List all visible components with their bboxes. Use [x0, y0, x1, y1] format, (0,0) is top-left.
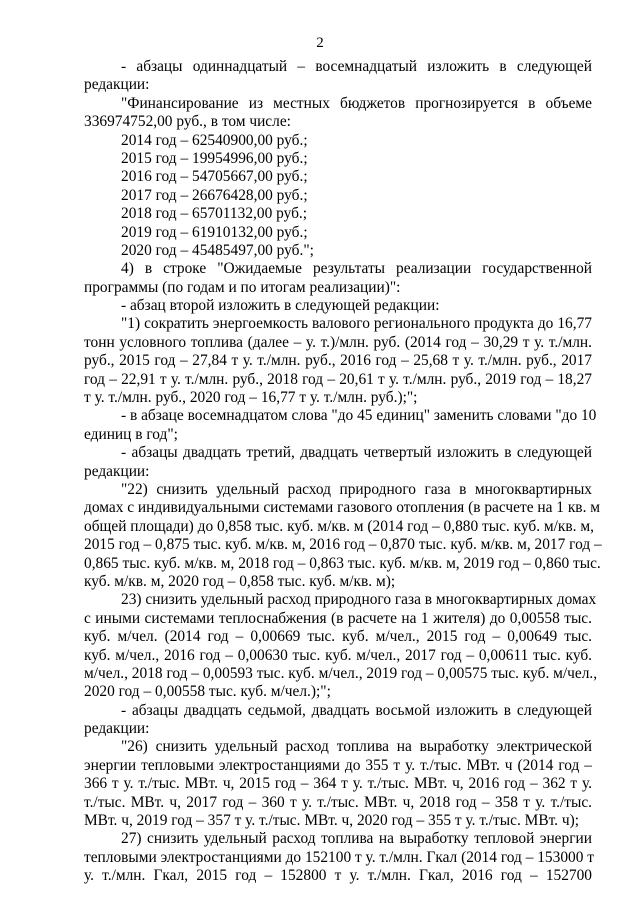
text-line: 23) снизить удельный расход природного газа в многоквартирных домах [121, 591, 597, 609]
text-line: 336974752,00 руб., в том числе: [84, 113, 291, 131]
text-line: тепловыми электростанциями до 152100 т у. т./млн. Гкал (2014 год – 153000 т [84, 848, 594, 866]
text-line: 2018 год – 65701132,00 руб.; [121, 205, 308, 223]
text-line: 4) в строке "Ожидаемые результаты реализации государственной [121, 260, 592, 278]
text-line: 2020 год – 45485497,00 руб."; [121, 241, 314, 259]
text-line: 2020 год – 0,00558 тыс. куб. м/чел.);"; [84, 683, 331, 701]
text-line: 2014 год – 62540900,00 руб.; [121, 131, 308, 149]
text-line: год – 22,91 т у. т./млн. руб., 2018 год – 20,61 т у. т./млн. руб., 2019 год – 18,27 [84, 370, 592, 388]
text-line: 366 т у. т./тыс. МВт. ч, 2015 год – 364 т у. т./тыс. МВт. ч, 2016 год – 362 т у. [84, 775, 592, 793]
text-line: энергии тепловыми электростанциями до 355 т у. т./тыс. МВт. ч (2014 год – [84, 756, 592, 774]
text-line: 2017 год – 26676428,00 руб.; [121, 186, 308, 204]
text-line: 2016 год – 54705667,00 руб.; [121, 168, 308, 186]
text-line: "26) снизить удельный расход топлива на выработку электрической [121, 738, 592, 756]
text-line: 27) снизить удельный расход топлива на выработку тепловой энергии [121, 830, 592, 848]
text-line: 2015 год – 0,875 тыс. куб. м/кв. м, 2016 год – 0,870 тыс. куб. м/кв. м, 2017 год – [84, 536, 602, 554]
text-line: с иными системами теплоснабжения (в расчете на 1 жителя) до 0,00558 тыс. [84, 609, 592, 627]
page-number: 2 [316, 35, 324, 51]
text-line: куб. м/кв. м, 2020 год – 0,858 тыс. куб. м/кв. м); [84, 572, 396, 590]
text-line: единиц в год"; [84, 425, 178, 443]
text-line: т./тыс. МВт. ч, 2017 год – 360 т у. т./тыс. МВт. ч, 2018 год – 358 т у. т./тыс. [84, 793, 592, 811]
text-line: у. т./млн. Гкал, 2015 год – 152800 т у. т./млн. Гкал, 2016 год – 152700 [84, 867, 592, 885]
text-line: м/чел., 2018 год – 0,00593 тыс. куб. м/чел., 2019 год – 0,00575 тыс. куб. м/чел., [84, 664, 598, 682]
text-line: МВт. ч, 2019 год – 357 т у. т./тыс. МВт. ч, 2020 год – 355 т у. т./тыс. МВт. ч); [84, 812, 579, 830]
text-line: 2019 год – 61910132,00 руб.; [121, 223, 308, 241]
text-line: редакции: [84, 76, 150, 94]
text-line: программы (по годам и по итогам реализации)": [84, 278, 401, 296]
text-line: - абзацы одиннадцатый – восемнадцатый изложить в следующей [121, 58, 592, 75]
text-line: руб., 2015 год – 27,84 т у. т./млн. руб., 2016 год – 25,68 т у. т./млн. руб., 2017 [84, 352, 592, 370]
document-body [84, 58, 602, 886]
text-line: домах с индивидуальными системами газового отопления (в расчете на 1 кв. м [84, 499, 601, 517]
text-line: куб. м/чел. (2014 год – 0,00669 тыс. куб. м/чел., 2015 год – 0,00649 тыс. [84, 628, 592, 646]
text-line: "Финансирование из местных бюджетов прогнозируется в объеме [121, 94, 592, 112]
text-line: общей площади) до 0,858 тыс. куб. м/кв. м (2014 год – 0,880 тыс. куб. м/кв. м, [84, 517, 594, 535]
text-line: 2015 год – 19954996,00 руб.; [121, 149, 308, 167]
text-line: редакции: [84, 720, 150, 738]
text-line: редакции: [84, 462, 150, 480]
text-line: "1) сократить энергоемкость валового регионального продукта до 16,77 [121, 315, 592, 333]
text-line: - абзацы двадцать третий, двадцать четвертый изложить в следующей [121, 444, 592, 462]
text-line: куб. м/чел., 2016 год – 0,00630 тыс. куб. м/чел., 2017 год – 0,00611 тыс. куб. [84, 646, 592, 664]
text-line: 0,865 тыс. куб. м/кв. м, 2018 год – 0,863 тыс. куб. м/кв. м, 2019 год – 0,860 тыс. [84, 554, 601, 572]
text-line: - в абзаце восемнадцатом слова "до 45 единиц" заменить словами "до 10 [121, 407, 597, 425]
text-line: "22) снизить удельный расход природного газа в многоквартирных [121, 480, 592, 498]
text-line: - абзац второй изложить в следующей редакции: [121, 297, 440, 315]
text-line: т у. т./млн. руб., 2020 год – 16,77 т у. т./млн. руб.);"; [84, 389, 418, 407]
text-line: - абзацы двадцать седьмой, двадцать восьмой изложить в следующей [121, 701, 592, 719]
text-line: тонн условного топлива (далее – у. т.)/млн. руб. (2014 год – 30,29 т у. т./млн. [84, 333, 592, 351]
